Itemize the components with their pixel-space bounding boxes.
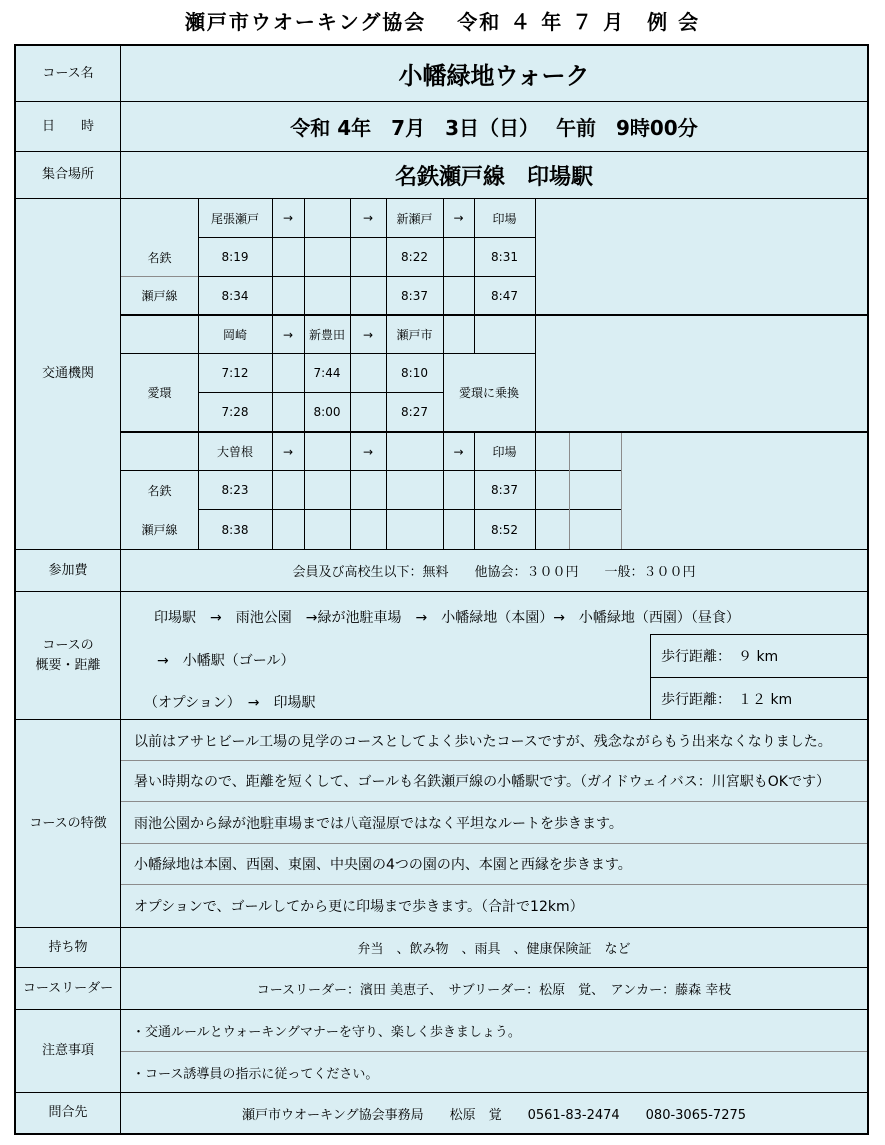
notes-label: 注意事項 [41, 1043, 94, 1058]
outline-label: コースの 概要・距離 [35, 637, 101, 673]
route1-station-2 [304, 199, 350, 237]
route1-time: 8:19 [221, 250, 249, 264]
feature-item: 以前はアサヒビール工場の見学のコースとしてよく歩いたコースですが、残念ながらもう出来なくなりました。 [134, 733, 832, 750]
fee-text: 会員及び高校生以下：無料 他協会：３００円 一般：３００円 [292, 565, 696, 580]
route3-time: 8:38 [221, 522, 249, 537]
note-item: ・交通ルールとウォーキングマナーを守り、楽しく歩きましょう。 [132, 1025, 521, 1040]
leader-label: コースリーダー [22, 980, 114, 996]
route2-station-1: 岡崎 [222, 328, 247, 342]
feature-item: 小幡緑地は本園、西園、東園、中央園の4つの園の内、本園と西縁を歩きます。 [134, 857, 632, 873]
transport-label: 交通機関 [41, 366, 94, 381]
note-item: ・コース誘導員の指示に従ってください。 [132, 1066, 379, 1082]
route1-time: 8:47 [491, 288, 518, 303]
route3-arrow-3: → [453, 444, 464, 459]
distance-option: 歩行距離： １２ km [661, 691, 793, 708]
route3-time: 8:37 [491, 483, 518, 497]
route2-time: 8:00 [313, 405, 341, 419]
route2-transfer-note: 愛環に乗換 [458, 386, 519, 400]
route3-arrow-1: → [282, 444, 294, 459]
route1-station-3: 新瀬戸 [396, 211, 433, 226]
date-label: 日 時 [41, 118, 94, 134]
feature-item: オプションで、ゴールしてから更に印場まで歩きます。（合計で12km） [134, 899, 584, 915]
route2-time: 7:44 [313, 366, 341, 380]
course-name-label: コース名 [42, 65, 94, 81]
route2-arrow-1: → [282, 327, 294, 342]
route2-time: 8:10 [401, 366, 428, 380]
route3-arrow-2: → [362, 444, 374, 459]
page-title: 瀬戸市ウオーキング協会 令和 ４ 年 ７ 月 例 会 [184, 10, 701, 34]
route3-line-bottom: 瀬戸線 [141, 523, 178, 537]
route2-time: 8:27 [401, 405, 428, 419]
belongings-text: 弁当 、飲み物 、雨具 、健康保険証 など [357, 942, 631, 957]
route3-time: 8:23 [221, 483, 249, 497]
meeting-place: 名鉄瀬戸線 印場駅 [394, 164, 593, 190]
route2-arrow-2: → [362, 327, 374, 342]
course-name: 小幡緑地ウォーク [398, 62, 590, 90]
route3-line-top: 名鉄 [147, 483, 172, 498]
route1-station-1: 尾張瀬戸 [210, 211, 259, 226]
date-time: 令和 4年 7月 3日（日） 午前 9時00分 [290, 116, 698, 140]
meeting-place-label: 集合場所 [41, 167, 94, 182]
route2-line: 愛環 [147, 386, 172, 400]
route2-time: 7:28 [221, 405, 249, 419]
outline-route-line-1: 印場駅 → 雨池公園 →緑が池駐車場 → 小幡緑地（本園）→ 小幡緑地（西園）（昼食） [154, 610, 740, 626]
route3-time: 8:52 [491, 522, 518, 537]
route1-time: 8:22 [401, 250, 428, 264]
contact-text: 瀬戸市ウオーキング協会事務局 松原 覚 0561-83-2474 080-3065-7275 [241, 1107, 747, 1123]
features-label: コースの特徴 [29, 815, 107, 831]
feature-item: 暑い時期なので、距離を短くして、ゴールも名鉄瀬戸線の小幡駅です。（ガイドウェイバス：川宮駅もOKです） [134, 774, 830, 790]
route1-time: 8:31 [491, 250, 518, 264]
contact-label: 問合先 [48, 1105, 88, 1120]
leader-text: コースリーダー：濱田 美恵子、 サブリーダー：松原 覚、 アンカー：藤森 幸枝 [256, 983, 732, 998]
route1-time: 8:34 [221, 288, 249, 303]
route2-station-2: 新豊田 [308, 328, 345, 342]
route2-station-3: 瀬戸市 [396, 328, 433, 342]
outline-route-line-3: （オプション） → 印場駅 [144, 695, 316, 711]
belongings-label: 持ち物 [48, 939, 88, 955]
route1-line-top: 名鉄 [147, 250, 172, 265]
route2-time: 7:12 [221, 366, 249, 380]
route1-arrow-1: → [282, 211, 294, 225]
route1-arrow-2: → [362, 211, 374, 225]
fee-label: 参加費 [48, 562, 88, 578]
route1-line-bottom: 瀬戸線 [141, 289, 178, 303]
event-sheet [14, 44, 869, 1135]
route3-station-1: 大曽根 [216, 445, 253, 459]
distance-main: 歩行距離： ９ km [661, 649, 779, 665]
route3-station-4: 印場 [492, 445, 517, 459]
route1-arrow-3: → [453, 211, 464, 225]
feature-item: 雨池公園から緑が池駐車場までは八竜湿原ではなく平坦なルートを歩きます。 [134, 815, 623, 832]
route1-station-4: 印場 [492, 211, 517, 226]
outline-route-line-2: → 小幡駅（ゴール） [157, 653, 295, 669]
route1-time: 8:37 [401, 288, 428, 303]
